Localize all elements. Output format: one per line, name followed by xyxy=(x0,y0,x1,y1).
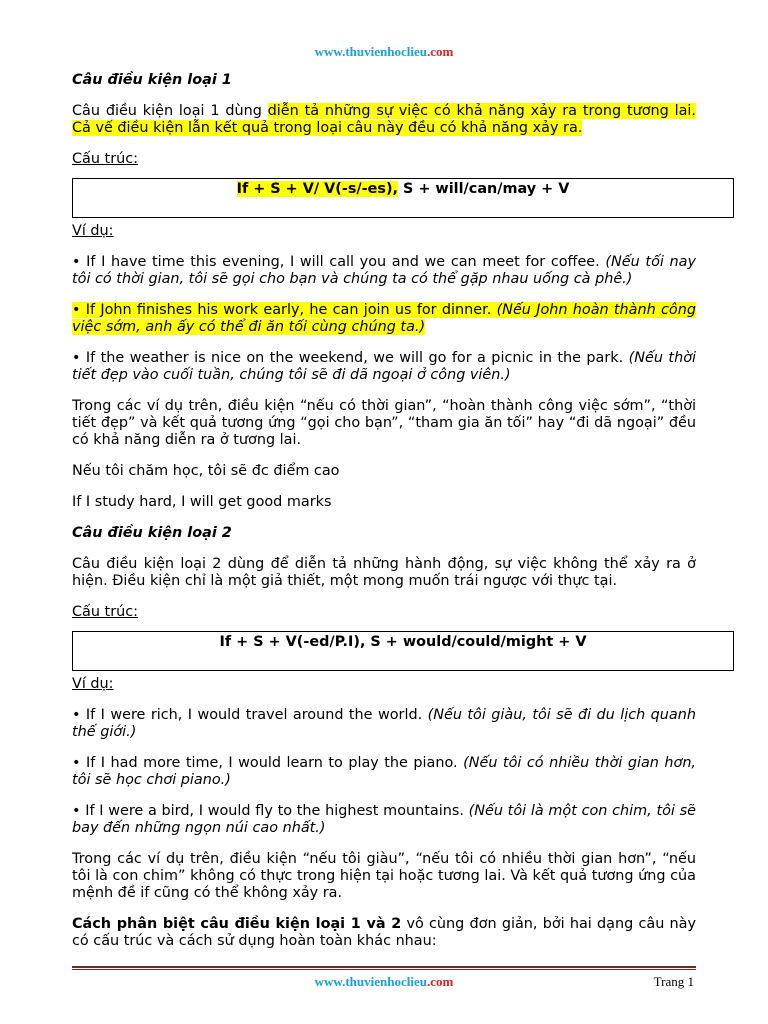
example-text: • If I were a bird, I would fly to the highest mountains. xyxy=(72,803,469,819)
section1-examples-label: Ví dụ: xyxy=(72,223,114,239)
footer-divider xyxy=(72,966,696,968)
document-body xyxy=(72,72,696,964)
comparison-rest: vô cùng đơn giản, bởi hai dạng câu này có cấu trúc và cách sử dụng hoàn toàn khác nhau: xyxy=(72,916,697,949)
section2-formula-box xyxy=(72,631,734,671)
section1-intro-plain: Câu điều kiện loại 1 dùng xyxy=(72,103,268,119)
section2-title: Câu điều kiện loại 2 xyxy=(72,525,232,541)
section2-example-3 xyxy=(72,803,696,837)
section1-intro-highlight: diễn tả những sự việc có khả năng xảy ra trong tương lai. Cả vế điều kiện lẫn kết quả trong loại câu này đều có khả năng xảy ra. xyxy=(72,103,696,136)
section1-example-2 xyxy=(72,302,696,336)
page-number: Trang 1 xyxy=(653,974,694,989)
example-translation: (Nếu tối nay tôi có thời gian, tôi sẽ gọi cho bạn và chúng ta có thể gặp nhau uống cà phê.) xyxy=(72,254,696,287)
footer-divider-thin xyxy=(72,969,696,970)
section1-summary: Trong các ví dụ trên, điều kiện “nếu có thời gian”, “hoàn thành công việc sớm”, “thời tiết đẹp” và kết quả tương ứng “gọi cho bạn”, “tham gia ăn tối” hay “đi dã ngoại” đều có khả năng diễn ra ở tương lai. xyxy=(72,398,696,448)
section1-title: Câu điều kiện loại 1 xyxy=(72,72,232,88)
section1-structure-label: Cấu trúc: xyxy=(72,151,139,167)
section2-formula: If + S + V(-ed/P.I), S + would/could/might + V xyxy=(219,634,587,650)
example-text: • If John finishes his work early, he can join us for dinner. xyxy=(72,302,497,318)
example-translation: (Nếu thời tiết đẹp vào cuối tuần, chúng tôi sẽ đi dã ngoại ở công viên.) xyxy=(72,350,696,383)
section2-examples-label: Ví dụ: xyxy=(72,676,114,692)
example-translation: (Nếu tôi có nhiều thời gian hơn, tôi sẽ học chơi piano.) xyxy=(72,755,697,788)
section1-extra-en: If I study hard, I will get good marks xyxy=(72,494,332,510)
example-translation: (Nếu tôi giàu, tôi sẽ đi du lịch quanh thế giới.) xyxy=(72,707,696,740)
section1-formula-rest: S + will/can/may + V xyxy=(397,181,570,197)
comparison-paragraph xyxy=(72,916,696,950)
example-text: • If I have time this evening, I will call you and we can meet for coffee. xyxy=(72,254,606,270)
footer-site-blue: www.thuvienhoclieu xyxy=(314,974,427,989)
footer-site-red: .com xyxy=(426,974,454,989)
section1-example-1 xyxy=(72,254,696,288)
example-translation: (Nếu John hoàn thành công việc sớm, anh ấy có thể đi ăn tối cùng chúng ta.) xyxy=(72,302,696,335)
section2-example-1 xyxy=(72,707,696,741)
example-text: • If I had more time, I would learn to play the piano. xyxy=(72,755,464,771)
section2-intro: Câu điều kiện loại 2 dùng để diễn tả những hành động, sự việc không thể xảy ra ở hiện. Điều kiện chỉ là một giả thiết, một mong muốn trái ngược với thực tại. xyxy=(72,556,696,589)
page-header xyxy=(0,44,768,60)
section2-example-2 xyxy=(72,755,696,789)
section1-formula-box xyxy=(72,178,734,218)
header-site-blue: www.thuvienhoclieu xyxy=(314,44,427,59)
section2-summary: Trong các ví dụ trên, điều kiện “nếu tôi giàu”, “nếu tôi có nhiều thời gian hơn”, “nếu tôi là con chim” không có thực trong hiện tại hoặc tương lai. Và kết quả tương ứng của mệnh đề if cũng có thể không xảy ra. xyxy=(72,851,696,901)
example-translation: (Nếu tôi là một con chim, tôi sẽ bay đến những ngọn núi cao nhất.) xyxy=(72,803,696,836)
comparison-bold: Cách phân biệt câu điều kiện loại 1 và 2 xyxy=(72,916,402,932)
example-text: • If I were rich, I would travel around the world. xyxy=(72,707,428,723)
section1-example-3 xyxy=(72,350,696,384)
header-site-red: .com xyxy=(426,44,454,59)
example-text: • If the weather is nice on the weekend, we will go for a picnic in the park. xyxy=(72,350,629,366)
section1-intro xyxy=(72,103,696,137)
section1-formula-highlight: If + S + V/ V(-s/-es), xyxy=(236,181,398,197)
section1-extra-vi: Nếu tôi chăm học, tôi sẽ đc điểm cao xyxy=(72,463,340,479)
section2-structure-label: Cấu trúc: xyxy=(72,604,139,620)
